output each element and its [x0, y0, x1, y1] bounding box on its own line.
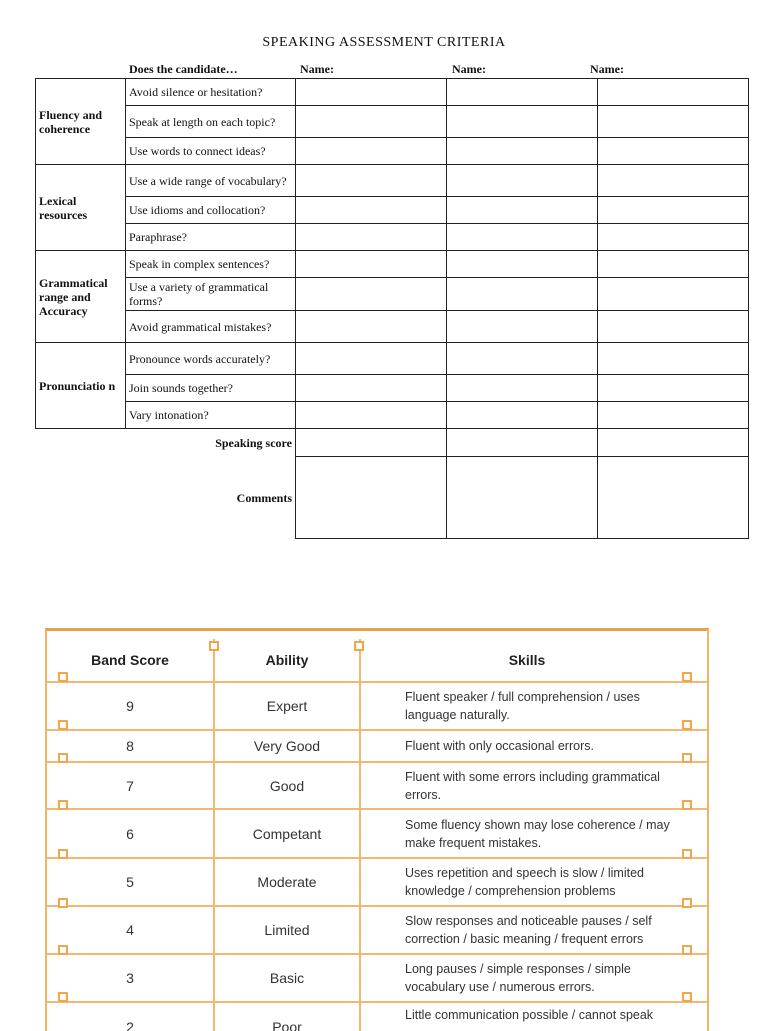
name-column-header-2: Name: — [452, 62, 486, 76]
score-cell[interactable] — [598, 197, 749, 224]
category-pronunciation: Pronunciatio n — [36, 343, 126, 429]
score-cell[interactable] — [447, 311, 598, 343]
criteria-row — [36, 375, 749, 402]
band-score: 4 — [47, 907, 215, 953]
speaking-score-cell[interactable] — [296, 429, 447, 457]
question-column-header: Does the candidate… — [129, 62, 238, 76]
criteria-table — [35, 78, 749, 539]
frame-handle-icon — [58, 753, 68, 763]
criteria-row — [36, 224, 749, 251]
frame-handle-icon — [354, 641, 364, 651]
band-ability: Limited — [215, 907, 361, 953]
band-score: 6 — [47, 810, 215, 857]
frame-handle-icon — [682, 672, 692, 682]
score-cell[interactable] — [296, 138, 447, 165]
band-skills: Uses repetition and speech is slow / limited knowledge / comprehension problems — [405, 866, 645, 898]
score-cell[interactable] — [598, 311, 749, 343]
document-title: SPEAKING ASSESSMENT CRITERIA — [262, 35, 506, 50]
band-score: 9 — [47, 683, 215, 729]
question-cell: Vary intonation? — [126, 402, 296, 429]
criteria-row — [36, 343, 749, 375]
frame-handle-icon — [682, 720, 692, 730]
criteria-row — [36, 251, 749, 278]
band-score: 3 — [47, 955, 215, 1001]
frame-handle-icon — [682, 800, 692, 810]
category-grammatical: Grammatical range and Accuracy — [36, 251, 126, 343]
band-skills: Fluent speaker / full comprehension / uses language naturally. — [405, 690, 640, 722]
frame-handle-icon — [209, 641, 219, 651]
criteria-row — [36, 165, 749, 197]
comments-cell[interactable] — [598, 457, 749, 539]
score-cell[interactable] — [447, 251, 598, 278]
comments-label: Comments — [236, 490, 292, 505]
frame-handle-icon — [58, 945, 68, 955]
band-row — [47, 1003, 707, 1031]
band-skills: Fluent with only occasional errors. — [405, 739, 594, 753]
question-cell: Avoid grammatical mistakes? — [126, 311, 296, 343]
band-ability: Moderate — [215, 859, 361, 905]
score-cell[interactable] — [598, 251, 749, 278]
band-skills: Slow responses and noticeable pauses / self correction / basic meaning / frequent errors — [405, 914, 652, 946]
score-cell[interactable] — [598, 79, 749, 106]
score-cell[interactable] — [296, 311, 447, 343]
band-ability: Poor — [215, 1003, 361, 1031]
band-skills: Fluent with some errors including grammatical errors. — [405, 769, 660, 802]
frame-handle-icon — [682, 753, 692, 763]
band-skills: Long pauses / simple responses / simple vocabulary use / numerous errors. — [405, 962, 631, 994]
score-cell[interactable] — [447, 79, 598, 106]
question-cell: Use a variety of grammatical forms? — [126, 278, 296, 311]
score-cell[interactable] — [296, 251, 447, 278]
score-cell[interactable] — [296, 197, 447, 224]
frame-handle-icon — [58, 800, 68, 810]
comments-cell[interactable] — [447, 457, 598, 539]
speaking-score-cell[interactable] — [598, 429, 749, 457]
name-column-header-1: Name: — [300, 62, 334, 76]
criteria-row — [36, 79, 749, 106]
category-lexical: Lexical resources — [36, 165, 126, 251]
frame-handle-icon — [682, 849, 692, 859]
frame-handle-icon — [58, 720, 68, 730]
question-cell: Use idioms and collocation? — [126, 197, 296, 224]
band-ability: Basic — [215, 955, 361, 1001]
score-cell[interactable] — [296, 402, 447, 429]
score-cell[interactable] — [447, 224, 598, 251]
score-cell[interactable] — [296, 106, 447, 138]
frame-handle-icon — [58, 992, 68, 1002]
ability-header: Ability — [215, 639, 361, 681]
criteria-row — [36, 402, 749, 429]
score-cell[interactable] — [598, 343, 749, 375]
score-cell[interactable] — [447, 106, 598, 138]
frame-handle-icon — [682, 945, 692, 955]
frame-handle-icon — [682, 898, 692, 908]
band-ability: Expert — [215, 683, 361, 729]
category-fluency: Fluency and coherence — [36, 79, 126, 165]
band-score-table — [45, 628, 709, 1031]
band-row — [47, 955, 707, 1003]
frame-handle-icon — [58, 672, 68, 682]
frame-handle-icon — [58, 898, 68, 908]
score-cell[interactable] — [296, 224, 447, 251]
criteria-row — [36, 197, 749, 224]
band-score: 8 — [47, 731, 215, 761]
band-score: 2 — [47, 1003, 215, 1031]
speaking-score-cell[interactable] — [447, 429, 598, 457]
band-row — [47, 731, 707, 763]
question-cell: Join sounds together? — [126, 375, 296, 402]
question-cell: Speak at length on each topic? — [126, 106, 296, 138]
band-row — [47, 683, 707, 731]
skills-header: Skills — [508, 652, 546, 668]
score-cell[interactable] — [447, 197, 598, 224]
criteria-row — [36, 311, 749, 343]
band-ability: Competant — [215, 810, 361, 857]
band-row — [47, 907, 707, 955]
question-cell: Pronounce words accurately? — [126, 343, 296, 375]
band-score-header: Band Score — [47, 639, 215, 681]
score-cell[interactable] — [598, 402, 749, 429]
question-cell: Paraphrase? — [126, 224, 296, 251]
score-cell[interactable] — [598, 224, 749, 251]
score-cell[interactable] — [296, 375, 447, 402]
frame-handle-icon — [682, 992, 692, 1002]
speaking-score-label: Speaking score — [215, 435, 292, 450]
band-row — [47, 810, 707, 859]
band-header-row — [47, 639, 707, 683]
score-cell[interactable] — [598, 165, 749, 197]
question-cell: Use a wide range of vocabulary? — [126, 165, 296, 197]
score-cell[interactable] — [447, 138, 598, 165]
criteria-row — [36, 138, 749, 165]
score-cell[interactable] — [447, 343, 598, 375]
score-cell[interactable] — [296, 165, 447, 197]
speaking-score-row — [36, 429, 749, 457]
question-cell: Speak in complex sentences? — [126, 251, 296, 278]
score-cell[interactable] — [447, 278, 598, 311]
criteria-row — [36, 106, 749, 138]
band-score: 7 — [47, 763, 215, 808]
band-skills: Some fluency shown may lose coherence / may make frequent mistakes. — [405, 817, 670, 850]
score-cell[interactable] — [296, 343, 447, 375]
band-ability: Very Good — [215, 731, 361, 761]
comments-cell[interactable] — [296, 457, 447, 539]
frame-handle-icon — [58, 849, 68, 859]
comments-row — [36, 457, 749, 539]
score-cell[interactable] — [598, 278, 749, 311]
band-row — [47, 859, 707, 907]
band-score: 5 — [47, 859, 215, 905]
score-cell[interactable] — [296, 278, 447, 311]
score-cell[interactable] — [296, 79, 447, 106]
band-skills: Little communication possible / cannot speak — [405, 1008, 654, 1022]
score-cell[interactable] — [598, 106, 749, 138]
score-cell[interactable] — [598, 138, 749, 165]
score-cell[interactable] — [447, 375, 598, 402]
criteria-row — [36, 278, 749, 311]
band-row — [47, 763, 707, 810]
score-cell[interactable] — [598, 375, 749, 402]
score-cell[interactable] — [447, 165, 598, 197]
question-cell: Avoid silence or hesitation? — [126, 79, 296, 106]
score-cell[interactable] — [447, 402, 598, 429]
band-ability: Good — [215, 763, 361, 808]
question-cell: Use words to connect ideas? — [126, 138, 296, 165]
name-column-header-3: Name: — [590, 62, 624, 76]
